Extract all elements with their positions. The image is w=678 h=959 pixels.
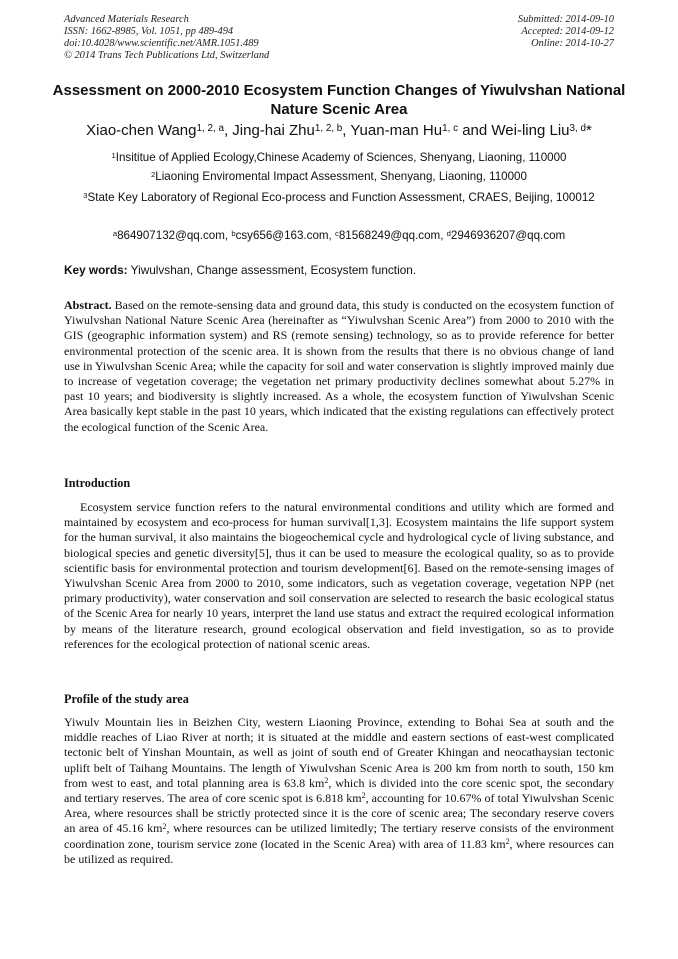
issn-line: ISSN: 1662-8985, Vol. 1051, pp 489-494 xyxy=(64,26,234,37)
superscript: 2 xyxy=(162,821,167,831)
affiliation-3 xyxy=(80,190,598,205)
author-list xyxy=(20,121,658,141)
abstract xyxy=(64,298,614,435)
journal-name: Advanced Materials Research xyxy=(64,14,189,25)
author-separator: , xyxy=(223,122,233,139)
email-mark: b xyxy=(231,228,236,238)
affiliation-1 xyxy=(70,150,608,165)
affiliation-number: 2 xyxy=(151,169,156,179)
email-address: 864907132@qq.com, xyxy=(117,229,232,242)
email-mark: a xyxy=(112,228,118,238)
author-name: Jing-hai Zhu xyxy=(232,122,315,139)
superscript: 2 xyxy=(361,791,366,801)
profile-text: , where resources can be utilized limitedly; The tertiary reserve consists of the environment coordination zone, tourism service zone (located in the Scenic Area) with area of 11.83 km xyxy=(64,821,614,851)
author-affiliation-mark: 3, d xyxy=(569,122,586,134)
introduction-heading: Introduction xyxy=(64,476,131,490)
profile-text: Yiwulv Mountain lies in Beizhen City, western Liaoning Province, extending to Bohai Sea at south and the middle reaches of Liao River at north; it is situated at the middle and eastern sections of east-west complicated tectonic belt of Yinshan Mountain, as well as joint of south end of Greater Khingan and neocathaysian tectonic uplift belt of Taihang Mountains. The length of Yiwulvshan Scenic Area is 200 km from north to south, 150 km from west to east, and total planning area is 63.8 km xyxy=(64,715,614,790)
keywords-label: Key words: xyxy=(64,263,128,277)
email-address: csy656@163.com, xyxy=(235,229,335,242)
online-date: Online: 2014-10-27 xyxy=(531,38,614,49)
superscript: 2 xyxy=(324,776,329,786)
email-list xyxy=(40,228,638,243)
journal-info xyxy=(64,14,269,62)
keywords xyxy=(64,263,614,278)
affiliation-number: 1 xyxy=(111,150,116,160)
profile-text: , accounting for 10.67% of total Yiwulvshan Scenic Area, where resources shall be strictly protected since it is the core of scenic area; The secondary reserve covers an area of 45.16 km xyxy=(64,791,614,836)
email-address: 2946936207@qq.com xyxy=(450,229,566,242)
superscript: 2 xyxy=(505,837,510,847)
paper-title: Assessment on 2000-2010 Ecosystem Function Changes of Yiwulvshan National Nature Scenic Area xyxy=(52,82,626,118)
profile-heading: Profile of the study area xyxy=(64,692,189,706)
affiliation-text: Insititue of Applied Ecology,Chinese Academy of Sciences, Shenyang, Liaoning, 110000 xyxy=(115,151,567,164)
profile-text: , which is divided into the core scenic spot, the secondary and tertiary reserves. The area of core scenic spot is 6.818 km xyxy=(64,775,614,806)
author-affiliation-mark: 1, c xyxy=(442,122,459,134)
author-separator: , xyxy=(342,122,351,139)
author-name: Wei-ling Liu xyxy=(491,122,570,139)
email-address: 81568249@qq.com, xyxy=(338,229,447,242)
author-name: Yuan-man Hu xyxy=(350,122,443,139)
submitted-date: Submitted: 2014-09-10 xyxy=(517,14,614,25)
abstract-text: Based on the remote-sensing data and ground data, this study is conducted on the ecosystem function of Yiwulvshan National Nature Scenic Area (hereinafter as “Yiwulvshan Scenic Area”) from 2000 to 2010 with the GIS (geographic information system) and RS (remote sensing) technology, so as to provide reference for better environmental protection of the scenic area. It is shown from the results that there is no obvious change of land use in Yiwulvshan Scenic Area; while the capacity for soil and water conservation is slightly improved mainly due to increase of vegetation coverage; the vegetation net primary productivity declines somewhat about 5.27% in past 10 years; and biodiversity is slightly increased. As a whole, the ecosystem function of Yiwulvshan Scenic Area basically kept stable in the past 10 years, which indicated that the existing regulations can effectively protect the ecological function of the Scenic Area. xyxy=(64,298,614,434)
affiliation-number: 3 xyxy=(83,190,88,200)
email-mark: d xyxy=(446,228,451,238)
author-affiliation-mark: 1, 2, b xyxy=(314,122,343,134)
affiliation-text: State Key Laboratory of Regional Eco-process and Function Assessment, CRAES, Beijing, 100012 xyxy=(87,191,595,204)
author-name: Xiao-chen Wang xyxy=(86,122,197,139)
abstract-label: Abstract. xyxy=(64,298,112,312)
introduction-text: Ecosystem service function refers to the natural environmental conditions and utility which are formed and maintained by ecosystem and eco-process for human survival[1,3]. Ecosystem maintains the life support system for the human survival, it also maintains the biogeochemical cycle and hydrological cycle of living substance, and biological species and genetic diversity[5], thus it can be used to measure the ecological quality, so as to provide scientific basis for environmental protection and tourism development[6]. Based on the remote-sensing images of Yiwulvshan Scenic Area from 2000 to 2010, some indicators, such as vegetation coverage, vegetation NPP (net primary productivity), water conservation and soil conservation are selected to research the basic ecological status of the Scenic Area for nearly 10 years, interpret the land use status and extract the required ecological information by means of the literature research, ground ecological observation and field investigation, so as to provide references for the ecological protection of national scenic areas. xyxy=(64,500,614,651)
author-affiliation-mark: 1, 2, a xyxy=(196,122,224,134)
doi-line: doi:10.4028/www.scientific.net/AMR.1051.489 xyxy=(64,38,259,49)
profile-paragraph xyxy=(64,715,614,867)
affiliation-text: Liaoning Enviromental Impact Assessment, Shenyang, Liaoning, 110000 xyxy=(155,170,527,183)
profile-text: , where resources can be utilized as required. xyxy=(64,836,614,866)
keywords-text: Yiwulvshan, Change assessment, Ecosystem function. xyxy=(127,263,417,277)
copyright-line: © 2014 Trans Tech Publications Ltd, Switzerland xyxy=(64,50,270,61)
introduction-paragraph xyxy=(64,500,614,652)
affiliation-2 xyxy=(70,169,608,184)
author-separator: and xyxy=(458,122,492,139)
corresponding-author-mark: * xyxy=(585,122,592,139)
email-mark: c xyxy=(335,228,339,238)
submission-dates xyxy=(518,14,614,50)
accepted-date: Accepted: 2014-09-12 xyxy=(521,26,614,37)
